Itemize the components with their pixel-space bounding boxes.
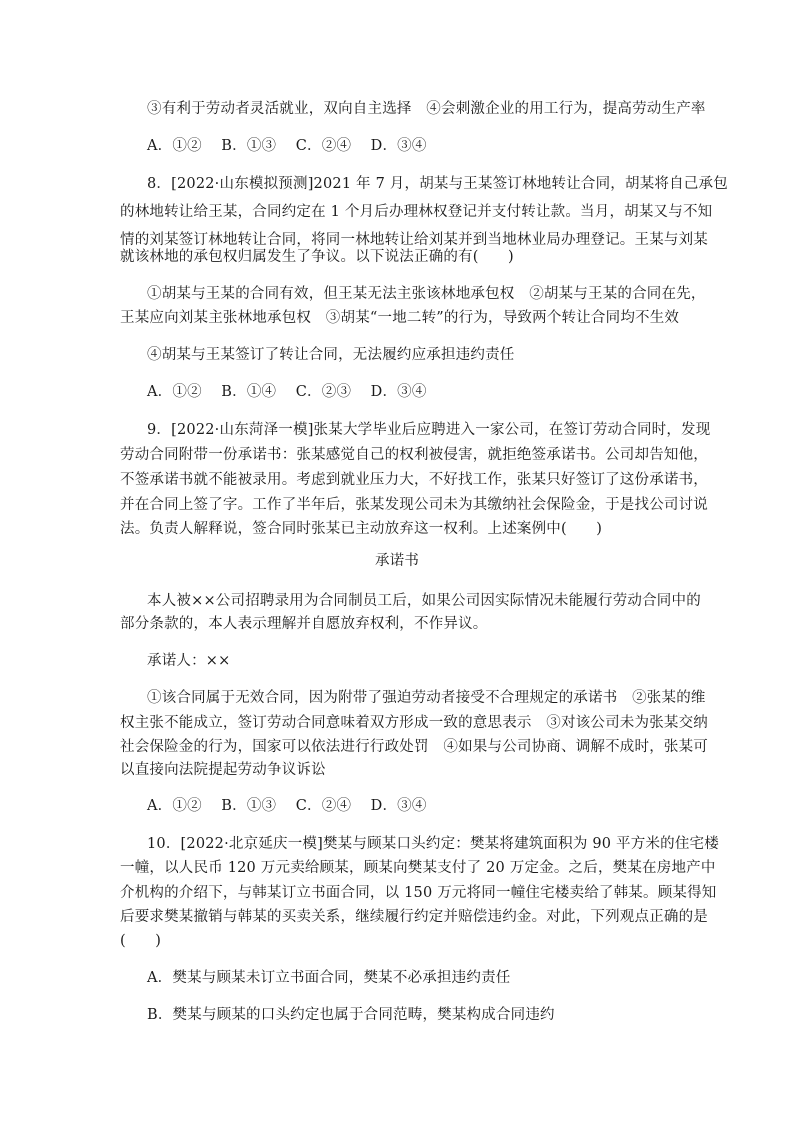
question-8-line-3: 情的刘某签订林地转让合同，将同一林地转让给刘某并到当地林业局办理登记。王某与刘某 (120, 232, 708, 248)
pledge-line-1: 本人被××公司招聘录用为合同制员工后，如果公司因实际情况未能履行劳动合同中的 (147, 593, 701, 609)
question-9-line-1: 9．[2022·山东菏泽一模]张某大学毕业后应聘进入一家公司，在签订劳动合同时，发现 (147, 422, 711, 438)
answer-choices-q8: A．①② B．①④ C．②③ D．③④ (147, 384, 427, 400)
question-8-line-2: 的林地转让给王某，合同约定在 1 个月后办理林权登记并支付转让款。当月，胡某又与不知 (120, 204, 713, 220)
question-8-option-line-2: 王某应向刘某主张林地承包权 ③胡某“一地二转”的行为，导致两个转让合同均不生效 (120, 310, 680, 326)
question-10-line-4: 后要求樊某撤销与韩某的买卖关系，继续履行约定并赔偿违约金。对此，下列观点正确的是 (120, 909, 708, 925)
question-9-option-line-4: 以直接向法院提起劳动争议诉讼 (120, 762, 326, 778)
pledge-line-2: 部分条款的，本人表示理解并自愿放弃权利，不作异议。 (120, 616, 488, 632)
question-10-line-5: ( ) (120, 933, 162, 949)
pledge-title: 承诺书 (374, 553, 420, 569)
question-8-line-1: 8．[2022·山东模拟预测]2021 年 7 月，胡某与王某签订林地转让合同，胡某将自己承包 (147, 176, 728, 192)
answer-choices-q9: A．①② B．①③ C．②④ D．③④ (147, 798, 427, 814)
question-8-option-line-3: ④胡某与王某签订了转让合同，无法履约应承担违约责任 (147, 347, 515, 363)
question-10-option-a: A．樊某与顾某未订立书面合同，樊某不必承担违约责任 (147, 970, 511, 986)
question-9-line-3: 不签承诺书就不能被录用。考虑到就业压力大，不好找工作，张某只好签订了这份承诺书， (120, 472, 708, 488)
question-8-option-line-1: ①胡某与王某的合同有效，但王某无法主张该林地承包权 ②胡某与王某的合同在先， (147, 286, 706, 302)
option-line-3-4: ③有利于劳动者灵活就业，双向自主选择 ④会刺激企业的用工行为，提高劳动生产率 (147, 101, 706, 117)
question-8-line-4: 就该林地的承包权归属发生了争议。以下说法正确的有( ) (120, 249, 514, 265)
question-9-option-line-1: ①该合同属于无效合同，因为附带了强迫劳动者接受不合理规定的承诺书 ②张某的维 (147, 690, 706, 706)
question-9-option-line-2: 权主张不能成立，签订劳动合同意味着双方形成一致的意思表示 ③对该公司未为张某交纳 (120, 715, 708, 731)
question-10-line-1: 10．[2022·北京延庆一模]樊某与顾某口头约定：樊某将建筑面积为 90 平方米的住宅楼 (147, 836, 719, 852)
question-9-line-5: 法。负责人解释说，签合同时张某已主动放弃这一权利。上述案例中( ) (120, 521, 603, 537)
pledge-signer: 承诺人：×× (147, 653, 231, 669)
question-9-line-4: 并在合同上签了字。工作了半年后，张某发现公司未为其缴纳社会保险金，于是找公司讨说 (120, 497, 708, 513)
question-9-line-2: 劳动合同附带一份承诺书：张某感觉自己的权利被侵害，就拒绝签承诺书。公司却告知他， (120, 447, 708, 463)
question-10-option-b: B．樊某与顾某的口头约定也属于合同范畴，樊某构成合同违约 (147, 1007, 555, 1023)
question-9-option-line-3: 社会保险金的行为，国家可以依法进行行政处罚 ④如果与公司协商、调解不成时，张某可 (120, 739, 708, 755)
question-10-line-2: 一幢，以人民币 120 万元卖给顾某，顾某向樊某支付了 20 万定金。之后，樊某在房地产中 (120, 860, 716, 876)
answer-choices-q7: A．①② B．①③ C．②④ D．③④ (147, 138, 427, 154)
question-10-line-3: 介机构的介绍下，与韩某订立书面合同，以 150 万元将同一幢住宅楼卖给了韩某。顾某得知 (120, 885, 717, 901)
